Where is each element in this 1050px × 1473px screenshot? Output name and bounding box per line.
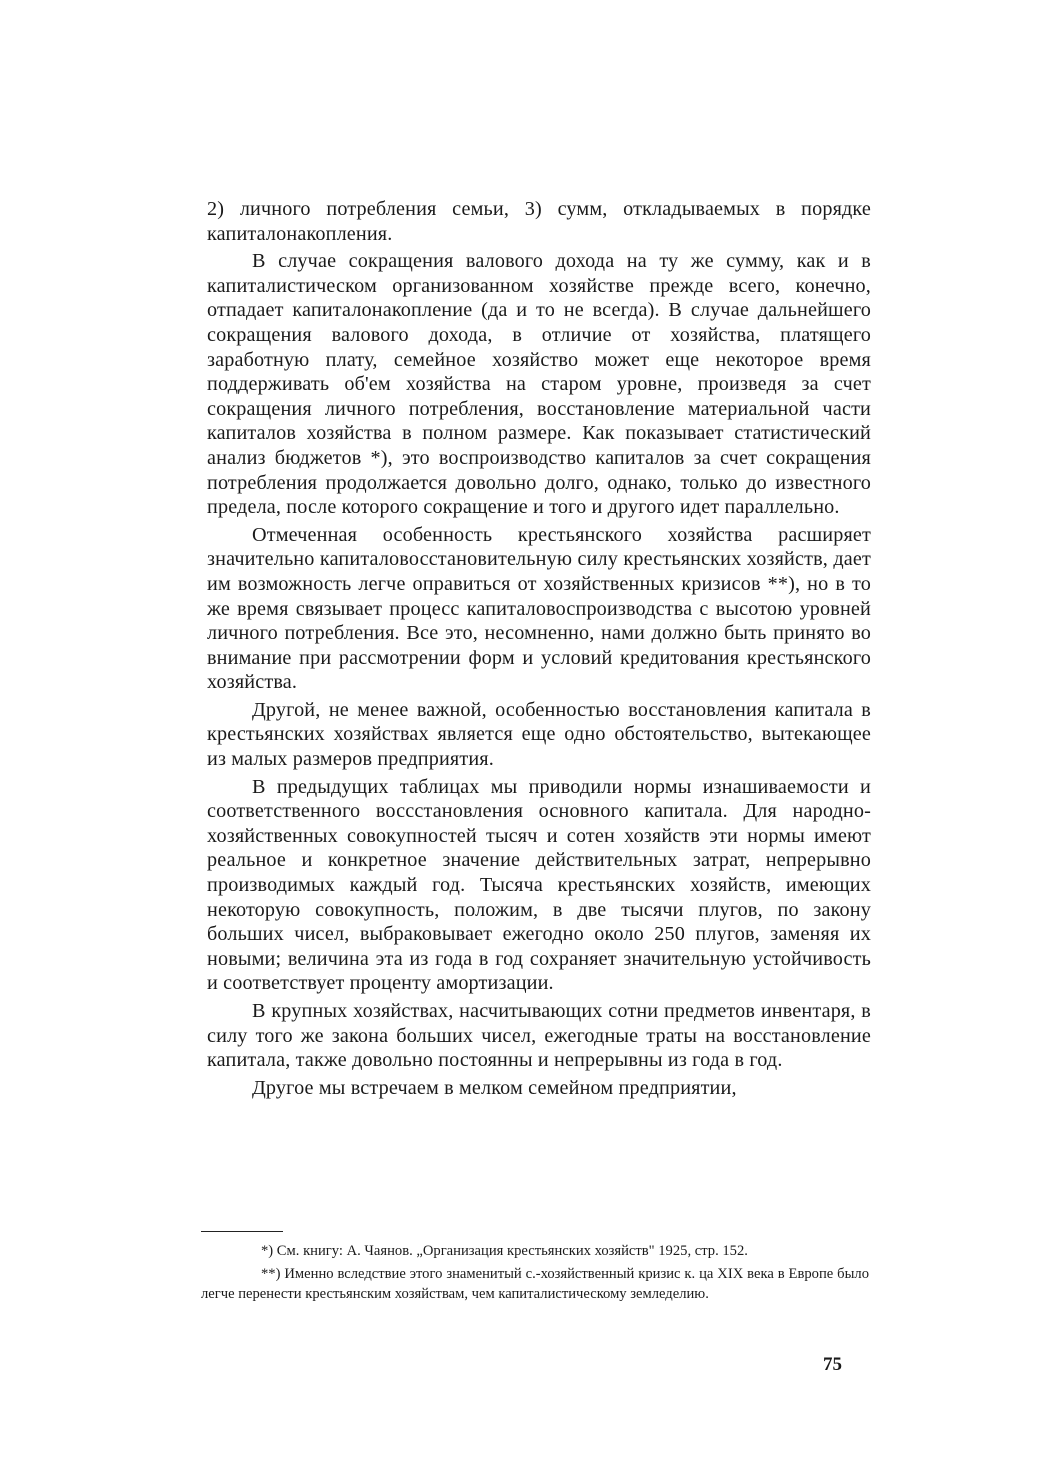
footnote-divider <box>201 1231 283 1232</box>
paragraph-5: В предыдущих таблицах мы приводили нормы изнашиваемости и соответственного восcстановления основного капитала. Для народно-хозяйственных совокупностей тысяч и сотен хозяйств эти нормы имеют реальное и конкретное значение действительных затрат, непрерывно производимых каждый год. Тысяча крестьянских хозяйств, имеющих некоторую совокупность, положим, в две тысячи плугов, по закону больших чисел, выбраковывает ежегодно около 250 плугов, заменяя их новыми; величина эта из года в год сохраняет значительную устойчивость и соответствует проценту амортизации. <box>207 775 871 995</box>
footnotes <box>201 1241 869 1307</box>
paragraph-3: Отмеченная особенность крестьянского хозяйства расширяет значительно капиталовосстановительную силу крестьянских хозяйств, дает им возможность легче оправиться от хозяйственных кризисов **), но в то же время связывает процесс капиталовоспроизводства с высотою уровней личного потребления. Все это, несомненно, нами должно быть принято во внимание при рассмотрении форм и условий кредитования крестьянского хозяйства. <box>207 523 871 694</box>
paragraph-6: В крупных хозяйствах, насчитывающих сотни предметов инвентаря, в силу того же закона больших чисел, ежегодные траты на восстановление капитала, также довольно постоянны и непрерывны из года в год. <box>207 1000 871 1072</box>
footnote-1: *) См. книгу: А. Чаянов. „Организация крестьянских хозяйств" 1925, стр. 152. <box>261 1243 748 1259</box>
footnote-2: **) Именно вследствие этого знаменитый с.-хозяйственный кризис к. ца XIX века в Европе было легче перенести крестьянским хозяйствам, чем капиталистическому земледелию. <box>201 1266 869 1302</box>
paragraph-1: 2) личного потребления семьи, 3) сумм, откладываемых в порядке капиталонакопления. <box>207 198 871 245</box>
paragraph-4: Другой, не менее важной, особенностью восстановления капитала в крестьянских хозяйствах является еще одно обстоятельство, вытекающее из малых размеров предприятия. <box>207 698 871 771</box>
paragraph-7: Другое мы встречаем в мелком семейном предприятии, <box>252 1076 737 1099</box>
page-number: 75 <box>823 1354 842 1375</box>
paragraph-2: В случае сокращения валового дохода на ту же сумму, как и в капиталистическом организованном хозяйстве прежде всего, конечно, отпадает капиталонакопление (да и то не всегда). В случае дальнейшего сокращения валового дохода, в отличие от хозяйства, платящего заработную плату, семейное хозяйство может еще некоторое время поддерживать об'ем хозяйства на старом уровне, произведя за счет сокращения личного потребления, восстановление материальной части капиталов хозяйства в полном размере. Как показывает статистический анализ бюджетов *), это воспроизводство капиталов за счет сокращения потребления продолжается довольно долго, однако, только до известного предела, после которого сокращение и того и другого идет параллельно. <box>207 250 871 519</box>
main-text <box>207 197 871 1103</box>
